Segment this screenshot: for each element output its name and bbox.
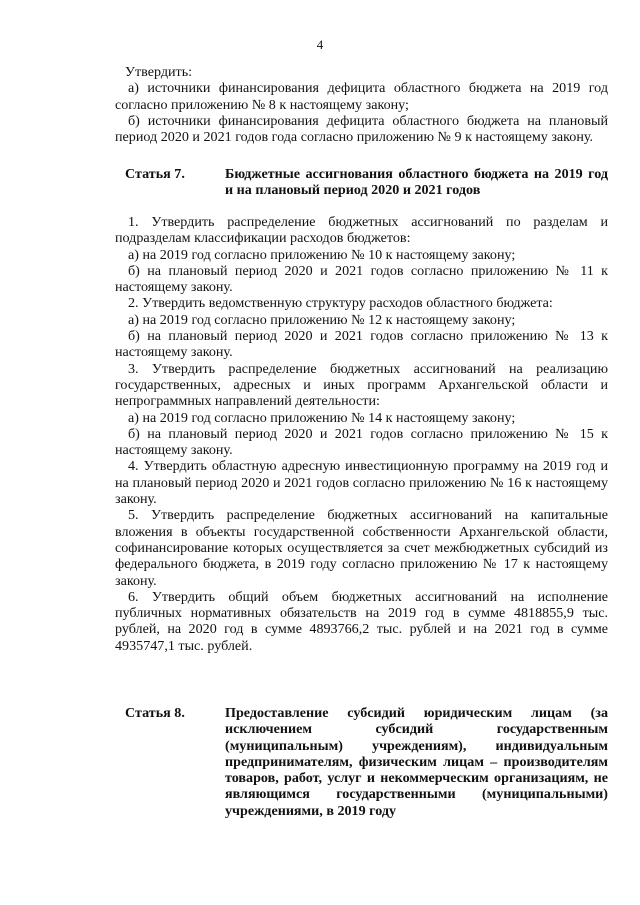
article-8-heading xyxy=(115,705,608,819)
article-7-para-2a: а) на 2019 год согласно приложению № 12 к настоящему закону; xyxy=(128,311,516,328)
intro-heading: Утвердить: xyxy=(125,64,193,80)
article-7-label: Статья 7. xyxy=(125,166,185,182)
article-7-para-3a: а) на 2019 год согласно приложению № 14 к настоящему закону; xyxy=(128,409,516,426)
article-7-body xyxy=(115,214,608,654)
article-7-para-4: 4. Утвердить областную адресную инвестиционную программу на 2019 год и на плановый период 2020 и 2021 годов согласно приложению № 16 к настоящему закону. xyxy=(115,458,608,508)
article-7-para-1: 1. Утвердить распределение бюджетных ассигнований по разделам и подразделам классификации расходов бюджетов: xyxy=(115,214,608,247)
article-7-para-1b: б) на плановый период 2020 и 2021 годов согласно приложению № 11 к настоящему закону. xyxy=(115,262,608,296)
article-7-para-3: 3. Утвердить распределение бюджетных ассигнований на реализацию государственных, адресных и иных программ Архангельской области и непрограммных направлений деятельности: xyxy=(115,360,608,410)
article-7-title-text: Бюджетные ассигнования областного бюджета на 2019 год и на плановый период 2020 и 2021 годов xyxy=(225,166,608,199)
intro-block xyxy=(115,64,608,145)
article-7-para-6: 6. Утвердить общий объем бюджетных ассигнований на исполнение публичных нормативных обязательств на 2019 год в сумме 4818855,9 тыс. рублей, на 2020 год в сумме 4893766,2 тыс. рублей и на 2021 год в сумме 4935747,1 тыс. рублей. xyxy=(115,588,608,654)
article-7-para-2b: б) на плановый период 2020 и 2021 годов согласно приложению № 13 к настоящему закону. xyxy=(115,328,608,361)
article-8-label: Статья 8. xyxy=(125,705,185,721)
article-7-heading xyxy=(115,166,608,199)
intro-item-b: б) источники финансирования дефицита областного бюджета на плановый период 2020 и 2021 годов года согласно приложению № 9 к настоящему закону. xyxy=(115,112,608,146)
article-7-para-1a: а) на 2019 год согласно приложению № 10 к настоящему закону; xyxy=(128,246,516,263)
article-8-title xyxy=(225,705,608,819)
article-8-title-text: Предоставление субсидий юридическим лицам (за исключением субсидий государственным (муниципальным) учреждениям), индивидуальным предпринимателям, физическим лицам – производителям товаров, работ, услуг и некоммерческим организациям, не являющимся государственными (муниципальными) учреждениями, в 2019 году xyxy=(225,705,608,819)
article-7-para-3b: б) на плановый период 2020 и 2021 годов согласно приложению № 15 к настоящему закону. xyxy=(115,425,608,459)
article-7-para-2: 2. Утвердить ведомственную структуру расходов областного бюджета: xyxy=(128,295,553,312)
article-7-para-5: 5. Утвердить распределение бюджетных ассигнований на капитальные вложения в объекты государственной собственности Архангельской области, софинансирование которых осуществляется за счет межбюджетных субсидий из федерального бюджета, в 2019 году согласно приложению № 17 к настоящему закону. xyxy=(115,507,608,589)
intro-item-a: а) источники финансирования дефицита областного бюджета на 2019 год согласно приложению № 8 к настоящему закону; xyxy=(115,80,608,113)
article-7-title xyxy=(225,166,608,199)
page-number: 4 xyxy=(316,37,324,52)
